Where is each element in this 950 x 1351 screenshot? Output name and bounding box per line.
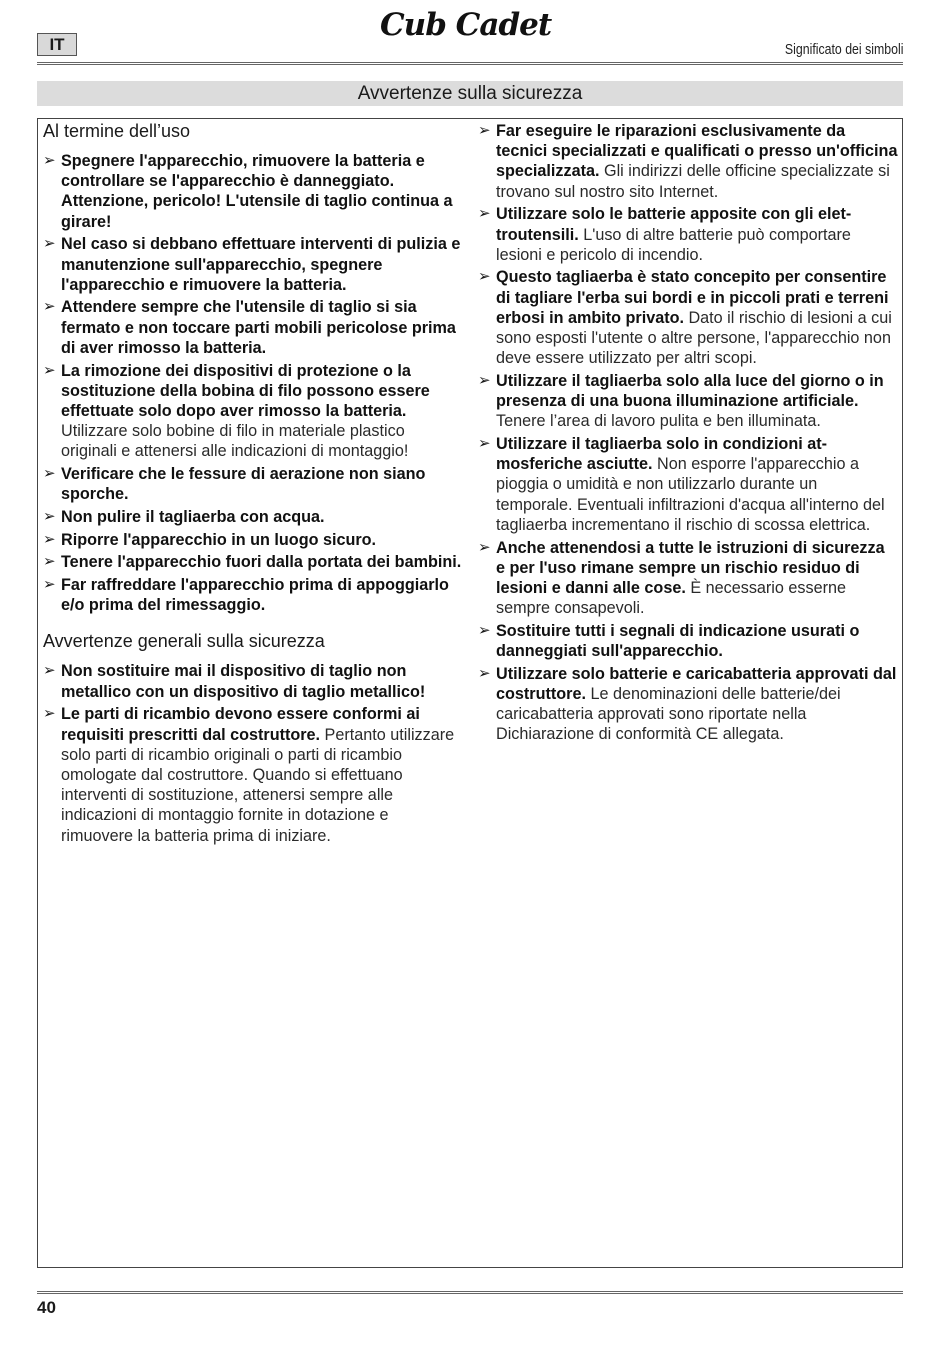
- list-item: [43, 234, 463, 295]
- subheading-general-safety: Avvertenze generali sulla sicurezza: [43, 631, 325, 652]
- list-item: [43, 361, 463, 462]
- item-text: Dato il rischio di lesioni a cui sono esposti l'utente o altre persone, l'apparecchio non deve essere utilizzato per altri scopi.: [496, 308, 892, 368]
- item-text: Pertanto utilizzare solo parti di ricambio originali o parti di ricambio omologate dal costruttore. Quando si effettuano interventi di sostituzione, attenersi sempre alle indicazioni di montaggio fornite in dotazione e rimuovere la batteria prima di iniziare.: [61, 725, 455, 845]
- item-emphasis: Anche attenendosi a tutte le istruzioni di sicurezza e per l'uso rimane sempre un rischio residuo di lesioni e danni alle cose.: [496, 538, 885, 597]
- list-item: [43, 661, 463, 701]
- running-header: Significato dei simboli: [784, 42, 903, 58]
- list-item: [478, 538, 898, 619]
- item-emphasis: Far raffreddare l'apparecchio prima di appoggiarlo e/o prima del rimessaggio.: [61, 576, 449, 615]
- item-emphasis: Questo tagliaerba è stato concepito per consentire di tagliare l'erba sui bordi e in piccoli prati e terreni erbosi in ambito privato.: [496, 268, 889, 327]
- right-column: [478, 119, 898, 747]
- bullet-arrow-icon: ➢: [43, 298, 56, 316]
- bullet-arrow-icon: ➢: [43, 152, 56, 169]
- item-emphasis: Riporre l'apparecchio in un luogo sicuro.: [61, 530, 377, 549]
- language-badge: IT: [37, 33, 77, 56]
- section-title: Avvertenze sulla sicurezza: [37, 81, 903, 106]
- bullet-arrow-icon: ➢: [478, 664, 491, 682]
- item-emphasis: Non sostituire mai il dispositivo di taglio non metallico con un dispositivo di taglio metallico!: [61, 662, 426, 701]
- bullet-arrow-icon: ➢: [43, 662, 56, 680]
- list-item: [478, 371, 898, 432]
- item-text: Non esporre l'apparecchio a pioggia o umidità e non utilizzarlo durante un temporale. Eventuali infiltrazioni d'acqua all'interno del tagliaerba incrementano il rischio di scossa elettrica.: [496, 455, 885, 534]
- list-item: [43, 530, 463, 550]
- list-item: [478, 121, 898, 202]
- list-item: [43, 464, 463, 504]
- bullet-arrow-icon: ➢: [478, 268, 491, 286]
- list-item: [43, 151, 463, 232]
- bullet-list: [43, 151, 463, 615]
- cub-cadet-logo-icon: [378, 5, 568, 41]
- bullet-arrow-icon: ➢: [43, 705, 56, 723]
- list-item: [478, 621, 898, 661]
- list-item: [43, 575, 463, 615]
- list-item: [478, 434, 898, 535]
- list-item: [478, 267, 898, 368]
- item-emphasis: Attendere sempre che l'utensile di taglio si sia fermato e non toccare parti mobili pericolose prima di aver rimosso la batteria.: [61, 298, 456, 357]
- header-divider: [37, 64, 903, 65]
- item-emphasis: Nel caso si debbano effettuare interventi di pulizia e manutenzione sull'apparecchio, spegnere l'apparecchio e rimuovere la batteria.: [61, 235, 461, 294]
- bullet-arrow-icon: ➢: [43, 507, 56, 525]
- item-emphasis: Utilizzare solo batterie e caricabatteria approvati dal costruttore.: [496, 664, 897, 703]
- list-item: [478, 664, 898, 745]
- page-number: 40: [37, 1298, 56, 1317]
- item-text: L'uso di altre batterie può comportare lesioni e pericolo di incendio.: [496, 225, 851, 264]
- item-emphasis: Verificare che le fessure di aerazione non siano sporche.: [61, 465, 426, 504]
- bullet-list: [43, 661, 463, 845]
- header-divider: [37, 62, 903, 63]
- content-frame: [37, 118, 903, 1268]
- logo-wordmark: Cub Cadet: [380, 7, 552, 41]
- bullet-arrow-icon: ➢: [478, 371, 491, 389]
- item-text: Le denominazioni delle batterie/dei caricabatteria approvati sono riportate nella Dichiarazione di conformità CE allegata.: [496, 684, 841, 744]
- footer-divider: [37, 1293, 903, 1294]
- brand-logo: [378, 5, 568, 41]
- list-item: [478, 204, 898, 265]
- item-emphasis: Tenere l'apparecchio fuori dalla portata dei bambini.: [61, 553, 462, 572]
- item-text: È necessario esserne sempre consapevoli.: [496, 578, 846, 618]
- list-item: [43, 297, 463, 358]
- item-emphasis: Non pulire il tagliaerba con acqua.: [61, 507, 325, 526]
- list-item: [43, 704, 463, 845]
- list-item: [43, 552, 463, 572]
- bullet-arrow-icon: ➢: [478, 538, 491, 556]
- bullet-arrow-icon: ➢: [43, 361, 56, 379]
- item-emphasis: Sostituire tutti i segnali di indicazione usurati o danneggiati sull'apparecchio.: [496, 621, 860, 661]
- subheading-end-of-use: Al termine dell’uso: [43, 121, 191, 141]
- item-emphasis: Far eseguire le riparazioni esclusivamente da tecnici specializzati e qualificati o presso un'officina specializzata.: [496, 122, 898, 181]
- item-text: Utilizzare solo bobine di filo in materiale plastico originali e attenersi alle indicazioni di montaggio!: [61, 422, 409, 461]
- item-emphasis: Utilizzare solo le batterie apposite con gli elettroutensili.: [496, 205, 852, 244]
- item-text: Gli indirizzi delle officine specializzate si trovano sul nostro sito Internet.: [496, 162, 890, 201]
- left-column: [43, 119, 463, 848]
- item-emphasis: Utilizzare il tagliaerba solo alla luce del giorno o in presenza di una buona illuminazione artificiale.: [496, 371, 884, 411]
- bullet-arrow-icon: ➢: [43, 553, 56, 571]
- bullet-arrow-icon: ➢: [478, 122, 491, 139]
- list-item: [43, 507, 463, 527]
- bullet-arrow-icon: ➢: [43, 235, 56, 253]
- item-text: Tenere l’area di lavoro pulita e ben illuminata.: [496, 412, 821, 431]
- bullet-arrow-icon: ➢: [478, 435, 491, 453]
- item-emphasis: La rimozione dei dispositivi di protezione o la sostituzione della bobina di filo possono essere effettuate solo dopo aver rimosso la batteria.: [61, 361, 430, 420]
- bullet-arrow-icon: ➢: [43, 465, 56, 483]
- bullet-arrow-icon: ➢: [478, 205, 491, 223]
- footer-divider: [37, 1291, 903, 1292]
- bullet-arrow-icon: ➢: [43, 576, 56, 594]
- bullet-arrow-icon: ➢: [478, 621, 491, 639]
- bullet-arrow-icon: ➢: [43, 530, 56, 548]
- item-emphasis: Utilizzare il tagliaerba solo in condizioni atmosferiche asciutte.: [496, 435, 827, 474]
- item-emphasis: Spegnere l'apparecchio, rimuovere la batteria e controllare se l'apparecchio è danneggiato. Attenzione, pericolo! L'utensile di taglio continua a girare!: [61, 152, 453, 231]
- bullet-list: [478, 121, 898, 745]
- item-emphasis: Le parti di ricambio devono essere conformi ai requisiti prescritti dal costruttore.: [61, 705, 420, 744]
